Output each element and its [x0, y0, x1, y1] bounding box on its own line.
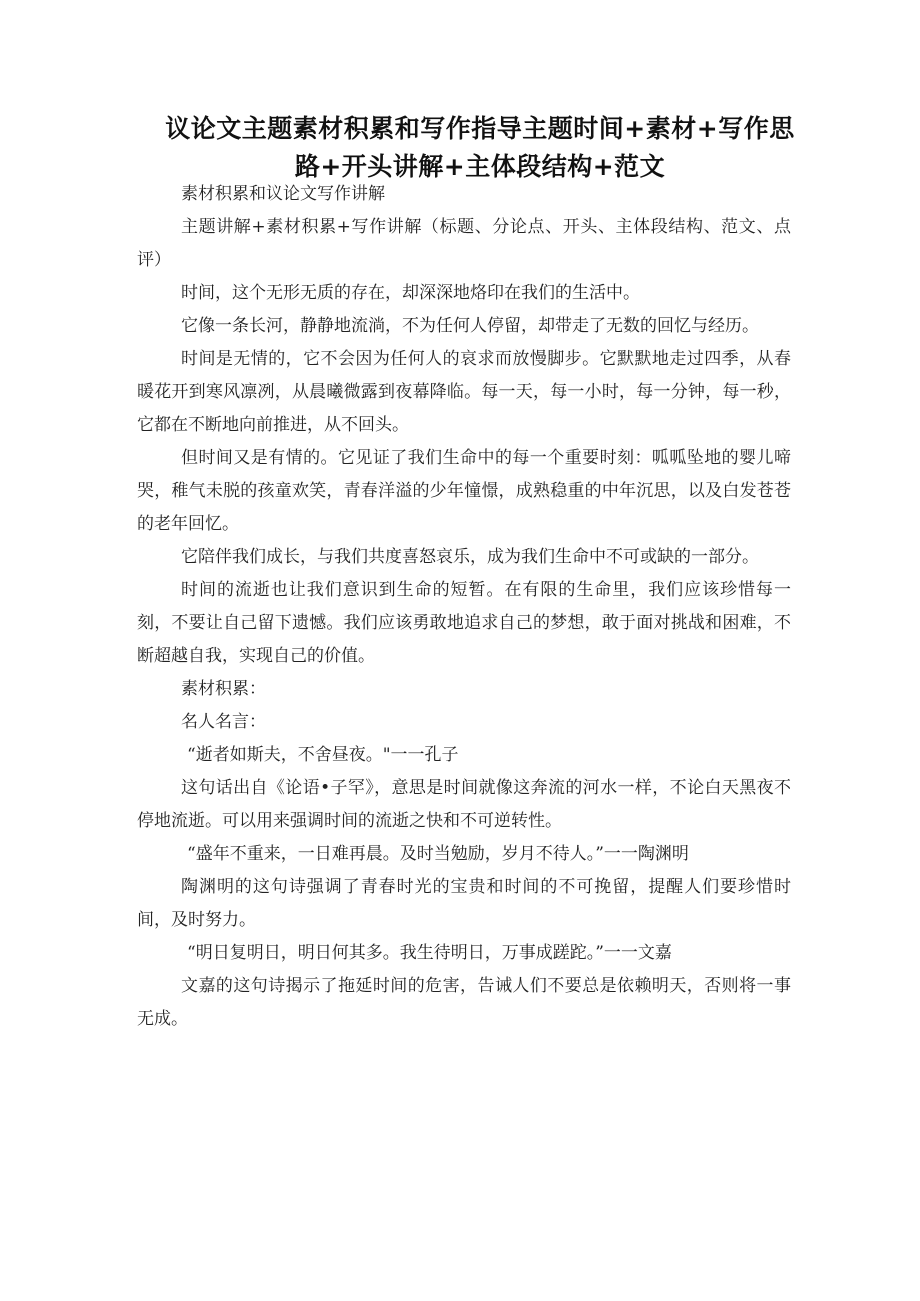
quote-explanation: 陶渊明的这句诗强调了青春时光的宝贵和时间的不可挽留，提醒人们要珍惜时间，及时努力。: [137, 877, 791, 930]
body-paragraph: 它陪伴我们成长，与我们共度喜怒哀乐，成为我们生命中不可或缺的一部分。: [181, 547, 759, 567]
quote-line: “盛年不重来，一日难再晨。及时当勉励，岁月不待人。”一一陶渊明: [187, 844, 689, 864]
document-title: 议论文主题素材积累和写作指导主题时间+素材+写作思路+开头讲解+主体段结构+范文: [165, 114, 795, 181]
body-paragraph: 但时间又是有情的。它见证了我们生命中的每一个重要时刻：呱呱坠地的婴儿啼哭，稚气未脱的孩童欢笑，青春洋溢的少年憧憬，成熟稳重的中年沉思，以及白发苍苍的老年回忆。: [137, 448, 791, 534]
quote-line: “逝者如斯夫，不舍昼夜。"一一孔子: [187, 745, 459, 765]
body-paragraph: 时间是无情的，它不会因为任何人的哀求而放慢脚步。它默默地走过四季，从春暖花开到寒风凛冽，从晨曦微露到夜幕降临。每一天，每一小时，每一分钟，每一秒，它都在不断地向前推进，从不回头。: [137, 349, 791, 435]
document-body: [137, 178, 791, 1036]
quotes-heading: 名人名言：: [181, 712, 266, 732]
section-heading: 素材积累和议论文写作讲解: [181, 184, 385, 204]
body-paragraph: 它像一条长河，静静地流淌，不为任何人停留，却带走了无数的回忆与经历。: [181, 316, 759, 336]
quote-line: “明日复明日，明日何其多。我生待明日，万事成蹉跎。”一一文嘉: [187, 943, 672, 963]
quote-explanation: 文嘉的这句诗揭示了拖延时间的危害，告诫人们不要总是依赖明天，否则将一事无成。: [137, 976, 791, 1029]
body-paragraph: 时间的流逝也让我们意识到生命的短暂。在有限的生命里，我们应该珍惜每一刻，不要让自己留下遗憾。我们应该勇敢地追求自己的梦想，敢于面对挑战和困难，不断超越自我，实现自己的价值。: [137, 580, 791, 666]
material-heading: 素材积累：: [181, 679, 266, 699]
quote-explanation: 这句话出自《论语•子罕》，意思是时间就像这奔流的河水一样，不论白天黑夜不停地流逝。可以用来强调时间的流逝之快和不可逆转性。: [137, 778, 791, 831]
section-subheading: 主题讲解+素材积累+写作讲解（标题、分论点、开头、主体段结构、范文、点评）: [137, 217, 791, 270]
body-paragraph: 时间，这个无形无质的存在，却深深地烙印在我们的生活中。: [181, 283, 640, 303]
